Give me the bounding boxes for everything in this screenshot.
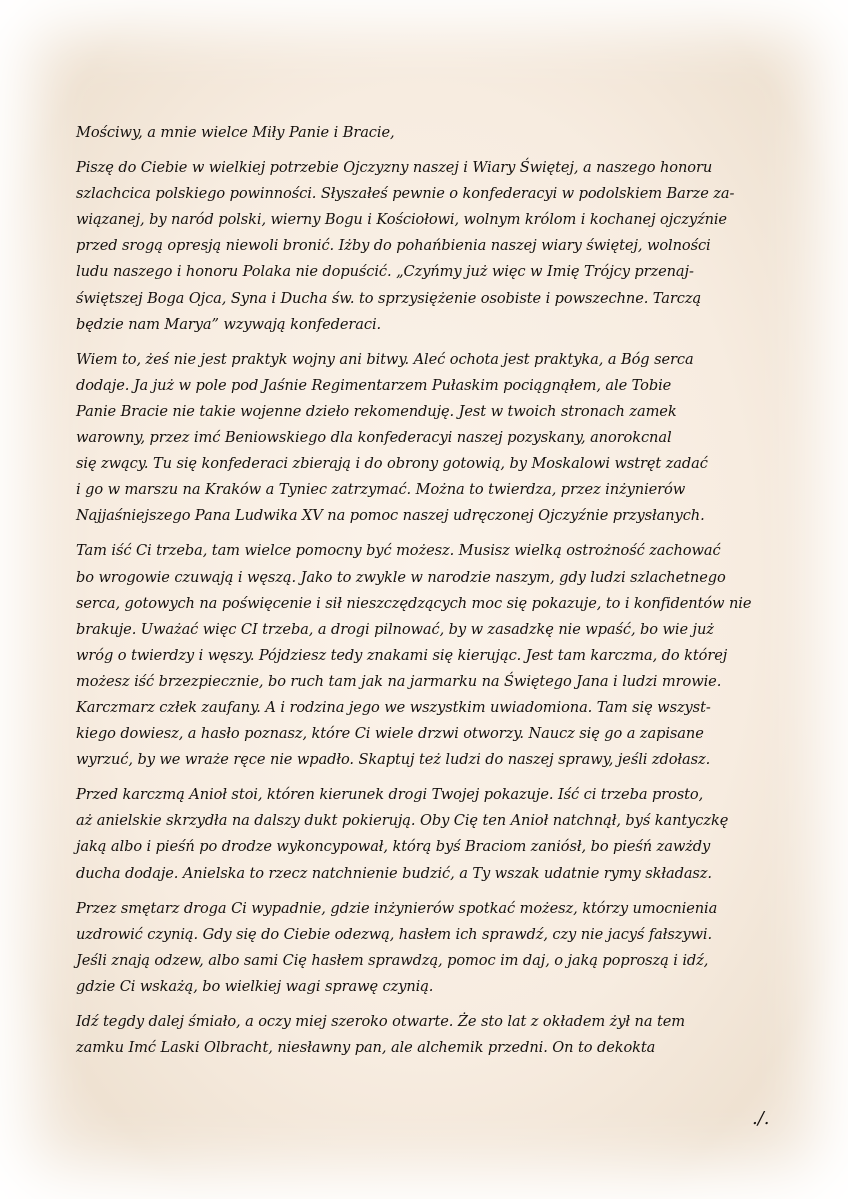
text-line: dodaje. Ja już w pole pod Jaśnie Regimentarzem Pułaskim pociągnąłem, ale Tobie	[76, 376, 672, 394]
text-line: zamku Imć Laski Olbracht, niesławny pan, ale alchemik przedni. On to dekokta	[76, 1039, 656, 1057]
text-line: przed srogą opresją niewoli bronić. Iżby do pohańbienia naszej wiary świętej, wolności	[76, 237, 711, 255]
paragraph-6	[76, 1009, 770, 1061]
text-line: Przed karczmą Anioł stoi, któren kierunek drogi Twojej pokazuje. Iść ci trzeba prosto,	[76, 786, 704, 804]
text-line: wyrzuć, by we wraże ręce nie wpadło. Skaptuj też ludzi do naszej sprawy, jeśli zdołasz.	[76, 751, 711, 769]
text-line: wróg o twierdzy i węszy. Pójdziesz tedy znakami się kierując. Jest tam karczma, do której	[76, 646, 728, 664]
text-line: Tam iść Ci trzeba, tam wielce pomocny być możesz. Musisz wielką ostrożność zachować	[76, 542, 721, 560]
text-line: Najjaśniejszego Pana Ludwika XV na pomoc naszej udręczonej Ojczyźnie przysłanych.	[76, 507, 705, 525]
text-line: Wiem to, żeś nie jest praktyk wojny ani bitwy. Aleć ochota jest praktyka, a Bóg serca	[76, 350, 694, 368]
paragraph-5	[76, 896, 770, 1000]
text-line: warowny, przez imć Beniowskiego dla konfederacyi naszej pozyskany, anorokcnal	[76, 429, 672, 447]
text-line: brakuje. Uważać więc CI trzeba, a drogi pilnować, by w zasadzkę nie wpaść, bo wie już	[76, 620, 714, 638]
text-line: gdzie Ci wskażą, bo wielkiej wagi sprawę czynią.	[76, 977, 434, 995]
paragraph-2	[76, 347, 770, 530]
paragraph-3	[76, 538, 770, 773]
text-line: będzie nam Marya” wzywają konfederaci.	[76, 315, 382, 333]
paragraph-4	[76, 782, 770, 886]
text-line: jaką albo i pieśń po drodze wykoncypował, którą byś Braciom zaniósł, bo pieśń zawżdy	[76, 838, 711, 856]
text-line: się zwący. Tu się konfederaci zbierają i do obrony gotowią, by Moskalowi wstręt zadać	[76, 455, 708, 473]
text-line: serca, gotowych na poświęcenie i sił nieszczędzących moc się pokazuje, to i konfidentów nie	[76, 594, 752, 612]
text-line: bo wrogowie czuwają i węszą. Jako to zwykle w narodzie naszym, gdy ludzi szlachetnego	[76, 568, 726, 586]
text-line: Jeśli znają odzew, albo sami Cię hasłem sprawdzą, pomoc im daj, o jaką poproszą i idź,	[76, 951, 709, 969]
text-line: aż anielskie skrzydła na dalszy dukt pokierują. Oby Cię ten Anioł natchnął, byś kantyczkę	[76, 812, 729, 830]
paragraph-1	[76, 155, 770, 338]
text-line: świętszej Boga Ojca, Syna i Ducha św. to sprzysiężenie osobiste i powszechne. Tarczą	[76, 289, 702, 307]
letter-body	[76, 120, 770, 1070]
text-line: ducha dodaje. Anielska to rzecz natchnienie budzić, a Ty wszak udatnie rymy składasz.	[76, 864, 712, 882]
text-line: i go w marszu na Kraków a Tyniec zatrzymać. Można to twierdza, przez inżynierów	[76, 481, 686, 499]
continuation-mark: ./.	[752, 1108, 770, 1129]
text-line: ludu naszego i honoru Polaka nie dopuścić. „Czyńmy już więc w Imię Trójcy przenaj-	[76, 263, 694, 281]
text-line: Panie Bracie nie takie wojenne dzieło rekomenduję. Jest w twoich stronach zamek	[76, 402, 677, 420]
greeting: Mościwy, a mnie wielce Miły Panie i Bracie,	[76, 124, 395, 141]
text-line: uzdrowić czynią. Gdy się do Ciebie odezwą, hasłem ich sprawdź, czy nie jacyś fałszywi.	[76, 925, 713, 943]
text-line: wiązanej, by naród polski, wierny Bogu i Kościołowi, wolnym królom i kochanej ojczyźnie	[76, 211, 727, 229]
text-line: Piszę do Ciebie w wielkiej potrzebie Ojczyzny naszej i Wiary Świętej, a naszego honoru	[76, 159, 713, 177]
text-line: możesz iść brzezpiecznie, bo ruch tam jak na jarmarku na Świętego Jana i ludzi mrowie.	[76, 672, 722, 690]
text-line: Idź tegdy dalej śmiało, a oczy miej szeroko otwarte. Że sto lat z okładem żył na tem	[76, 1013, 686, 1030]
text-line: Przez smętarz droga Ci wypadnie, gdzie inżynierów spotkać możesz, którzy umocnienia	[76, 899, 718, 917]
text-line: Karczmarz człek zaufany. A i rodzina jego we wszystkim uwiadomiona. Tam się wszyst-	[76, 698, 711, 716]
text-line: kiego dowiesz, a hasło poznasz, które Ci wiele drzwi otworzy. Naucz się go a zapisane	[76, 725, 704, 743]
text-line: szlachcica polskiego powinności. Słyszałeś pewnie o konfederacyi w podolskiem Barze za-	[76, 185, 735, 203]
